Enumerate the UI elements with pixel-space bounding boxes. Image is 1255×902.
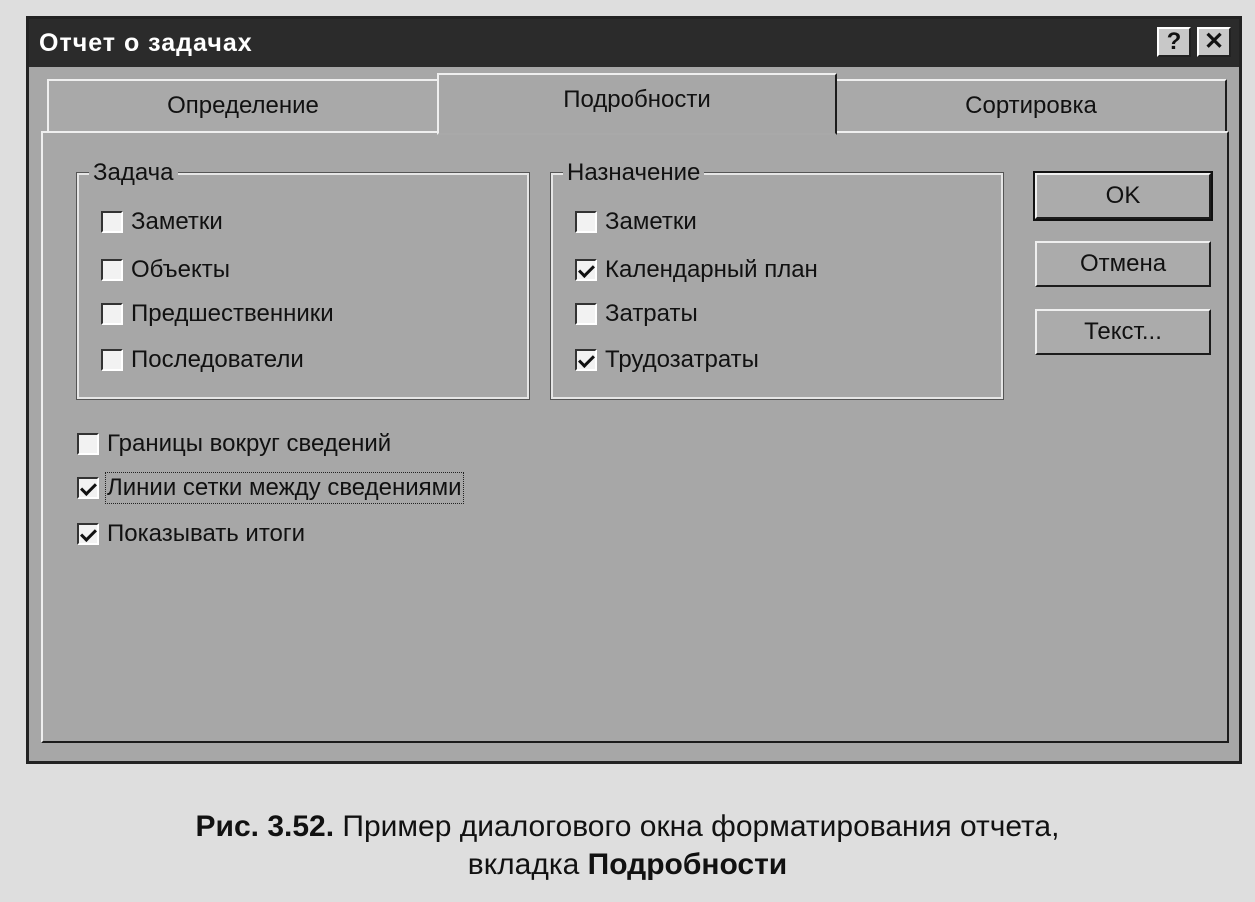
checkbox-box[interactable] bbox=[575, 259, 597, 281]
assignment-notes-checkbox[interactable] bbox=[575, 207, 697, 237]
checkbox-box[interactable] bbox=[101, 349, 123, 371]
checkbox-label: Заметки bbox=[605, 208, 697, 235]
details-tab-panel bbox=[41, 131, 1229, 743]
assignment-group-legend: Назначение bbox=[563, 159, 704, 187]
checkbox-box[interactable] bbox=[77, 523, 99, 545]
borders-around-details-checkbox[interactable] bbox=[77, 429, 391, 459]
checkbox-box[interactable] bbox=[77, 433, 99, 455]
gridlines-between-details-checkbox[interactable] bbox=[77, 473, 462, 503]
checkbox-label: Показывать итоги bbox=[107, 520, 306, 547]
task-groupbox bbox=[77, 159, 529, 399]
assignment-groupbox bbox=[551, 159, 1003, 399]
close-button[interactable]: ✕ bbox=[1197, 27, 1231, 57]
checkbox-label: Последователи bbox=[131, 346, 304, 373]
checkbox-box[interactable] bbox=[101, 303, 123, 325]
checkbox-label: Границы вокруг сведений bbox=[107, 430, 392, 457]
text-button[interactable]: Текст... bbox=[1035, 309, 1211, 355]
checkbox-box[interactable] bbox=[575, 211, 597, 233]
title-bar[interactable] bbox=[29, 19, 1239, 67]
checkbox-box[interactable] bbox=[101, 211, 123, 233]
caption-text: Пример диалогового окна форматирования отчета, bbox=[342, 810, 1060, 843]
figure-number: Рис. 3.52. bbox=[195, 810, 335, 843]
dialog-title: Отчет о задачах bbox=[39, 29, 253, 57]
checkbox-box[interactable] bbox=[77, 477, 99, 499]
task-group-legend: Задача bbox=[89, 159, 178, 187]
checkbox-label: Календарный план bbox=[605, 256, 818, 283]
task-predecessors-checkbox[interactable] bbox=[101, 299, 334, 329]
ok-button[interactable]: OK bbox=[1035, 173, 1211, 219]
caption-tab-prefix: вкладка bbox=[467, 848, 580, 881]
checkbox-label: Объекты bbox=[131, 256, 230, 283]
task-notes-checkbox[interactable] bbox=[101, 207, 223, 237]
show-totals-checkbox[interactable] bbox=[77, 519, 305, 549]
checkbox-label: Затраты bbox=[605, 300, 698, 327]
checkbox-label: Трудозатраты bbox=[605, 346, 759, 373]
assignment-work-checkbox[interactable] bbox=[575, 345, 759, 375]
cancel-button[interactable]: Отмена bbox=[1035, 241, 1211, 287]
tab-details[interactable]: Подробности bbox=[437, 73, 837, 135]
checkbox-label: Предшественники bbox=[131, 300, 334, 327]
checkbox-box[interactable] bbox=[575, 303, 597, 325]
figure-caption-line-1 bbox=[0, 808, 1255, 846]
tab-sorting[interactable]: Сортировка bbox=[835, 79, 1227, 133]
checkbox-box[interactable] bbox=[575, 349, 597, 371]
caption-tab-name: Подробности bbox=[587, 848, 788, 881]
checkbox-label: Заметки bbox=[131, 208, 223, 235]
task-objects-checkbox[interactable] bbox=[101, 255, 230, 285]
help-button[interactable]: ? bbox=[1157, 27, 1191, 57]
tab-definition[interactable]: Определение bbox=[47, 79, 439, 133]
checkbox-box[interactable] bbox=[101, 259, 123, 281]
checkbox-label: Линии сетки между сведениями bbox=[107, 474, 462, 501]
assignment-schedule-checkbox[interactable] bbox=[575, 255, 818, 285]
figure-caption-line-2 bbox=[0, 846, 1255, 884]
task-report-dialog bbox=[26, 16, 1242, 764]
assignment-costs-checkbox[interactable] bbox=[575, 299, 698, 329]
task-successors-checkbox[interactable] bbox=[101, 345, 304, 375]
